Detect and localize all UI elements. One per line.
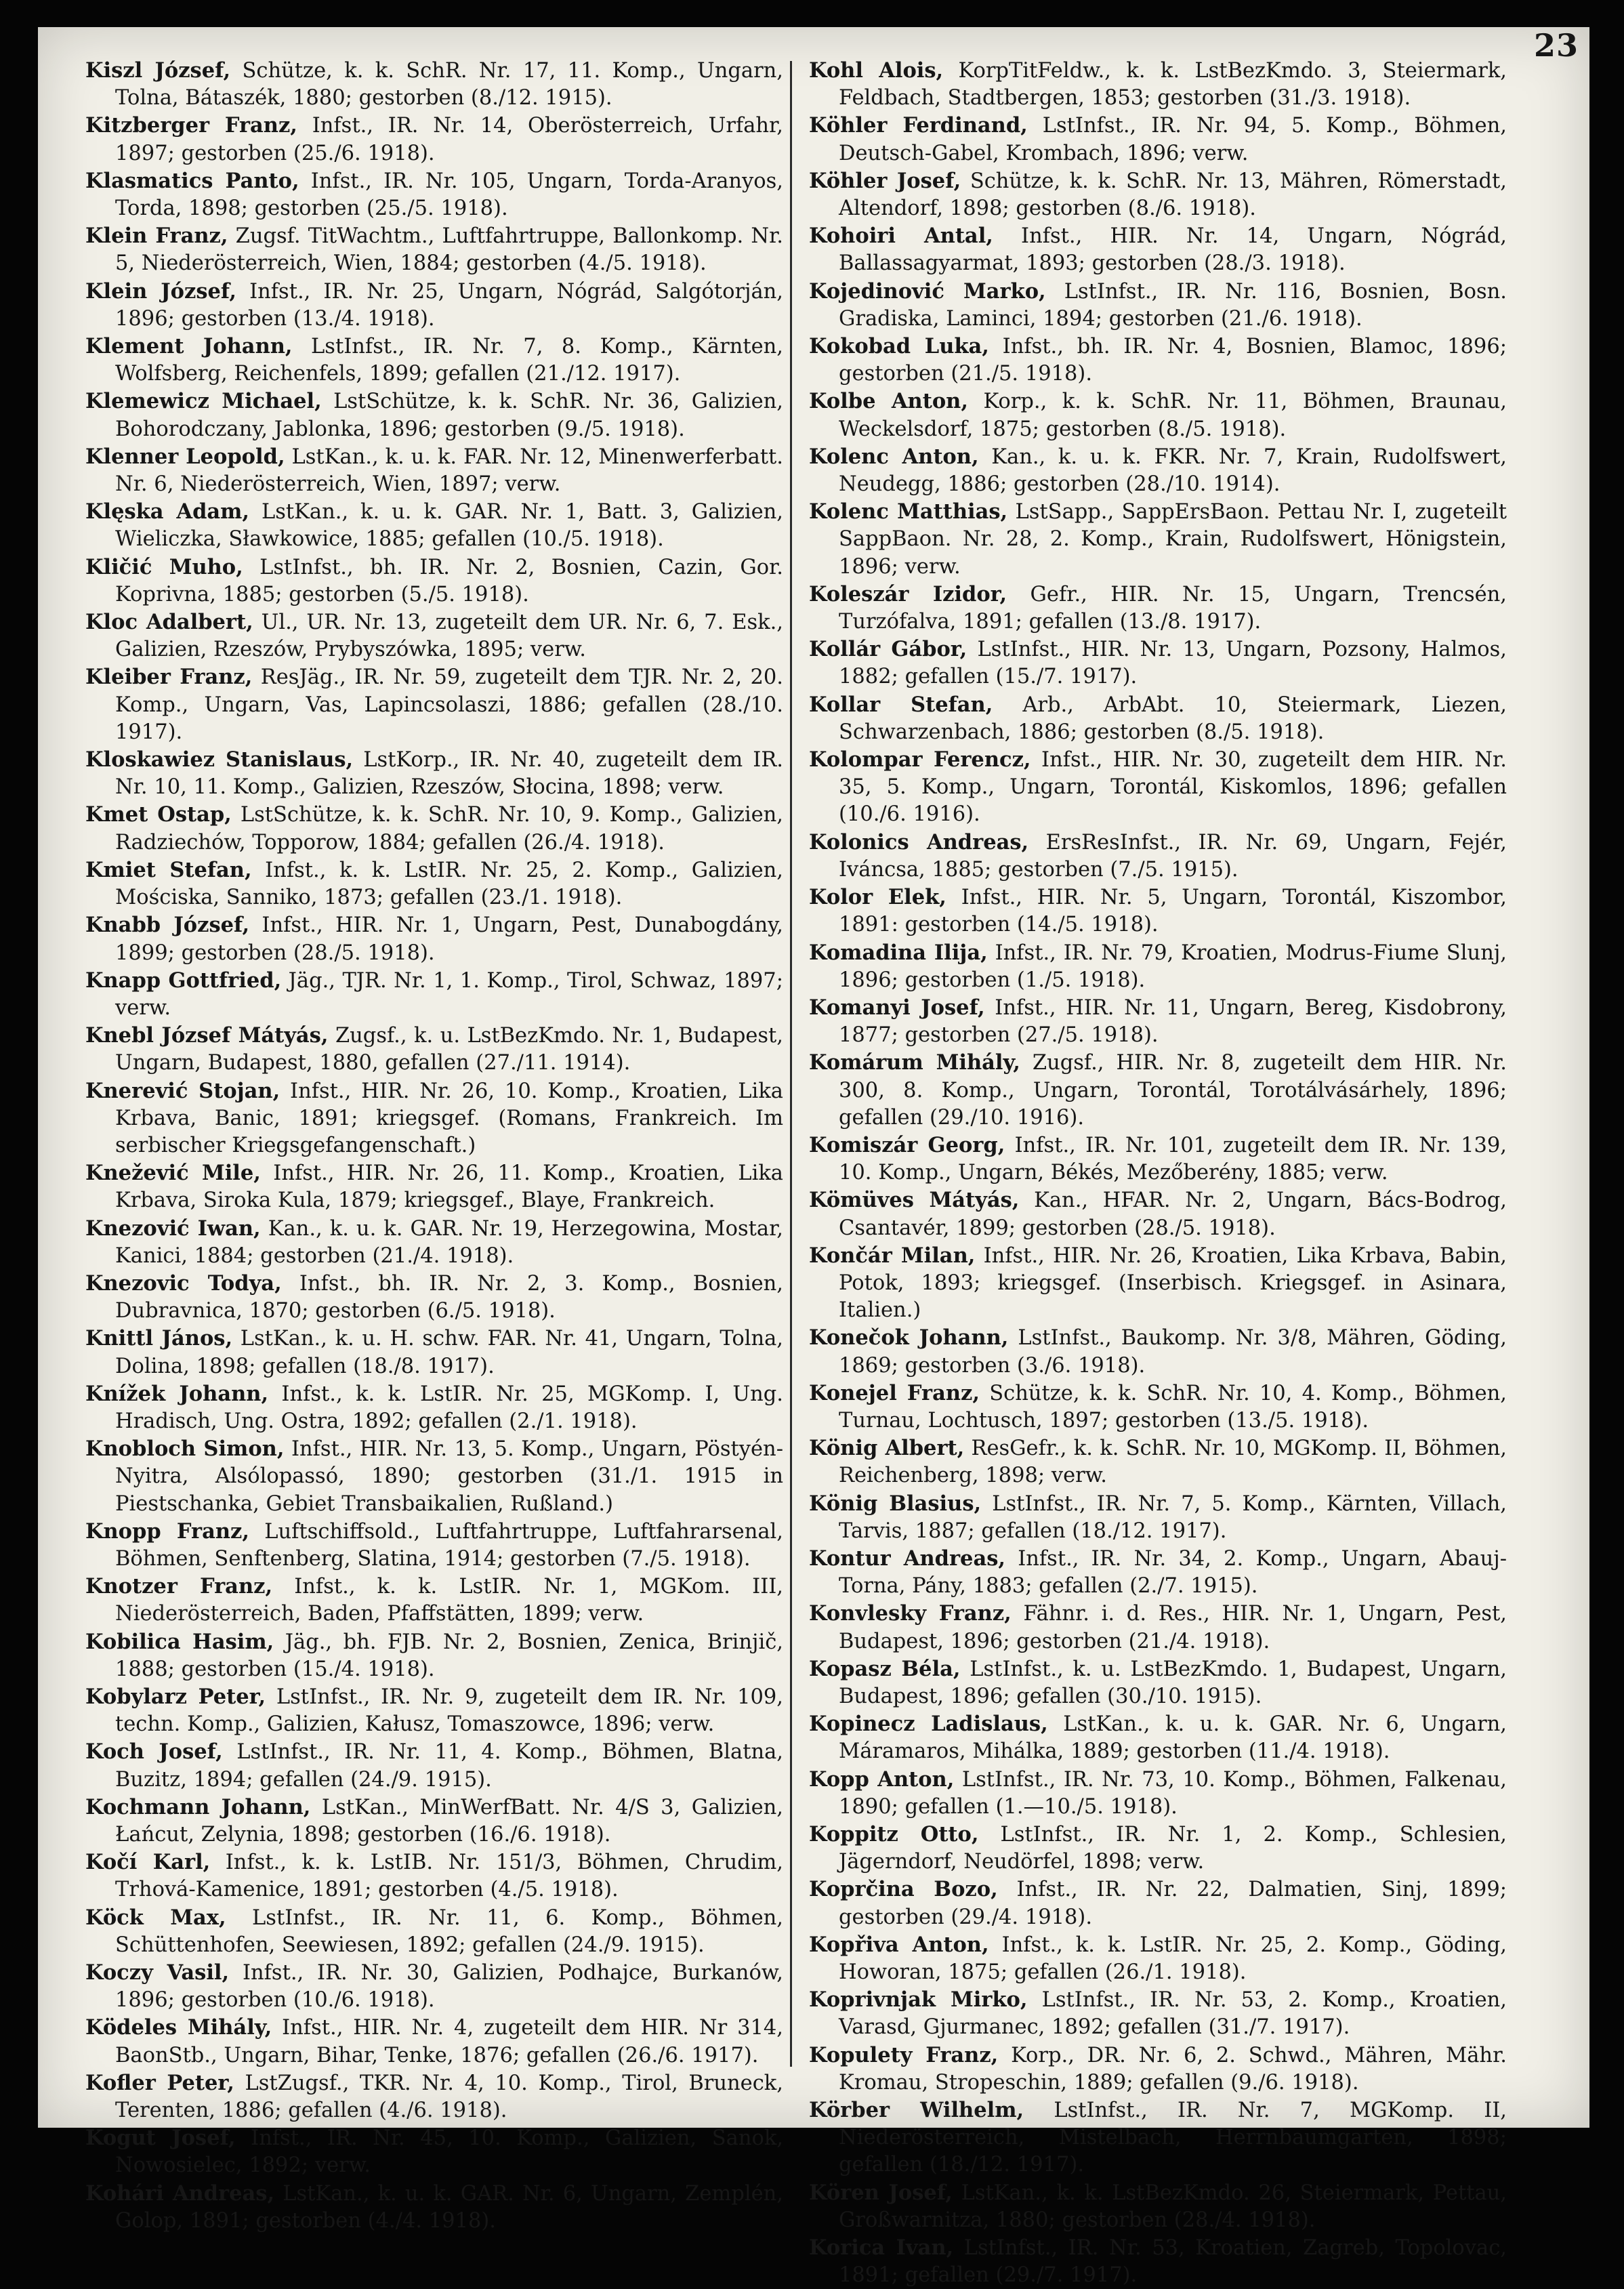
entry-details: LstInfst., HIR. Nr. 13, Ungarn, Pozsony, Halmos, 1882; gefallen (15./7. 1917). (839, 638, 1507, 689)
register-entry (85, 1077, 783, 1160)
entry-name: Knotzer Franz, (85, 1574, 273, 1599)
register-entry (809, 1710, 1507, 1765)
entry-name: Kohári Andreas, (85, 2181, 275, 2206)
register-entry (85, 1518, 783, 1573)
register-entry (809, 112, 1507, 167)
entry-details: ErsResInfst., IR. Nr. 69, Ungarn, Fejér, Iváncsa, 1885; gestorben (7./5. 1915). (839, 830, 1507, 882)
entry-details: LstKan., k. u. k. GAR. Nr. 6, Ungarn, Zemplén, Golop, 1891; gestorben (4./4. 1918). (115, 2181, 783, 2233)
register-entry (85, 1380, 783, 1435)
entry-name: Kohoiri Antal, (809, 224, 993, 249)
entry-name: Klasmatics Panto, (85, 168, 299, 193)
entry-details: Korp., DR. Nr. 6, 2. Schwd., Mähren, Mähr. Kromau, Stropeschin, 1889; gefallen (9./6. 1918). (839, 2043, 1507, 2095)
register-entry (809, 1380, 1507, 1435)
entry-name: Kopulety Franz, (809, 2042, 999, 2067)
entry-name: Komárum Mihály, (809, 1050, 1020, 1075)
entry-name: Kolonics Andreas, (809, 829, 1029, 854)
register-entry (85, 1959, 783, 2014)
entry-details: Luftschiffsold., Luftfahrtruppe, Luftfahrarsenal, Böhmen, Senftenberg, Slatina, 1914; gestorben (7./5. 1918). (115, 1519, 783, 1571)
entry-name: Kochmann Johann, (85, 1794, 311, 1819)
entry-name: König Blasius, (809, 1491, 982, 1516)
entry-name: Kobylarz Peter, (85, 1684, 266, 1709)
entry-name: Knobloch Simon, (85, 1437, 285, 1462)
entry-name: Körber Wilhelm, (809, 2098, 1024, 2123)
entry-details: Infst., HIR. Nr. 26, Kroatien, Lika Krbava, Babin, Potok, 1893; kriegsgef. (Inserbisch. Kriegsgef. in Asinara, Italien.) (839, 1243, 1507, 1323)
entry-details: LstInfst., IR. Nr. 11, 4. Komp., Böhmen, Blatna, Buzitz, 1894; gefallen (24./9. 1915). (115, 1740, 783, 1792)
register-entry (809, 1132, 1507, 1187)
entry-name: Komiszár Georg, (809, 1132, 1005, 1157)
entry-name: Klement Johann, (85, 334, 293, 359)
right-column (809, 57, 1507, 2289)
entry-details: LstInfst., IR. Nr. 53, Kroatien, Zagreb, Topolovac, 1891; gefallen (29./7. 1917). (839, 2236, 1507, 2288)
register-entry (85, 1022, 783, 1077)
entry-details: LstKan., k. k. LstBezKmdo. 26, Steiermark, Pettau, Großwarnitza, 1880; gestorben (28./4. 1918). (839, 2181, 1507, 2232)
entry-details: Kan., k. u. k. GAR. Nr. 19, Herzegowina, Mostar, Kanici, 1884; gestorben (21./4. 1918). (115, 1216, 783, 1268)
register-entry (85, 112, 783, 167)
entry-details: LstInfst., k. u. LstBezKmdo. 1, Budapest, Ungarn, Budapest, 1896; gefallen (30./10. 1915). (839, 1657, 1507, 1708)
register-entry (85, 663, 783, 746)
entry-details: Infst., k. k. LstIR. Nr. 25, 2. Komp., Galizien, Mościska, Sanniko, 1873; gefallen (23./1. 1918). (115, 858, 783, 910)
entry-details: LstInfst., bh. IR. Nr. 2, Bosnien, Cazin, Gor. Koprivna, 1885; gestorben (5./5. 1918). (115, 555, 783, 606)
register-entry (85, 1738, 783, 1793)
register-entry (85, 222, 783, 277)
entry-name: Komadina Ilija, (809, 940, 988, 965)
entry-details: ResJäg., IR. Nr. 59, zugeteilt dem TJR. Nr. 2, 20. Komp., Ungarn, Vas, Lapincsolaszi, 1886; gefallen (28./10. 1917). (115, 665, 783, 744)
entry-details: LstSchütze, k. k. SchR. Nr. 10, 9. Komp., Galizien, Radziechów, Topporow, 1884; gefallen (26./4. 1918). (115, 803, 783, 854)
entry-name: König Albert, (809, 1436, 965, 1461)
register-entry (85, 1325, 783, 1380)
register-entry (809, 1655, 1507, 1710)
entry-name: Kofler Peter, (85, 2070, 234, 2095)
register-entry (809, 1986, 1507, 2041)
entry-details: LstInfst., IR. Nr. 1, 2. Komp., Schlesien, Jägerndorf, Neudörfel, 1898; verw. (839, 1823, 1507, 1874)
register-entry (809, 1324, 1507, 1379)
entry-details: Infst., IR. Nr. 25, Ungarn, Nógrád, Salgótorján, 1896; gestorben (13./4. 1918). (115, 279, 784, 331)
entry-name: Koleszár Izidor, (809, 581, 1007, 606)
entry-name: Köck Max, (85, 1905, 226, 1930)
entry-name: Kloskawiez Stanislaus, (85, 747, 354, 772)
register-page (38, 27, 1589, 2288)
register-entry (809, 1821, 1507, 1876)
register-entry (809, 2042, 1507, 2097)
entry-details: LstInfst., IR. Nr. 116, Bosnien, Bosn. Gradiska, Laminci, 1894; gestorben (21./6. 1918). (839, 279, 1507, 331)
register-entry (809, 1600, 1507, 1655)
entry-name: Končár Milan, (809, 1243, 976, 1268)
entry-name: Kiszl József, (85, 58, 231, 83)
register-entry (809, 829, 1507, 884)
entry-name: Kmet Ostap, (85, 802, 232, 827)
register-entry (809, 498, 1507, 581)
entry-details: LstInfst., IR. Nr. 73, 10. Komp., Böhmen, Falkenau, 1890; gefallen (1.—10./5. 1918). (839, 1767, 1507, 1819)
register-entry (85, 554, 783, 609)
register-entry (809, 1931, 1507, 1986)
entry-details: LstInfst., IR. Nr. 7, 8. Komp., Kärnten, Wolfsberg, Reichenfels, 1899; gefallen (21./12. 1917). (115, 335, 783, 386)
register-entry (809, 1435, 1507, 1489)
entry-name: Klęska Adam, (85, 499, 250, 524)
register-entry (809, 994, 1507, 1049)
register-entry (85, 2069, 783, 2124)
entry-details: LstInfst., IR. Nr. 53, 2. Komp., Kroatien, Varasd, Gjurmanec, 1892; gefallen (31./7. 1917). (839, 1988, 1507, 2040)
entry-details: Infst., k. k. LstIB. Nr. 151/3, Böhmen, Chrudim, Trhová-Kamenice, 1891; gestorben (4./5. 1918). (115, 1851, 783, 1902)
register-entry (809, 1049, 1507, 1132)
register-entry (809, 939, 1507, 994)
entry-name: Köhler Josef, (809, 168, 961, 193)
register-entry (85, 1215, 783, 1270)
entry-details: LstInfst., Baukomp. Nr. 3/8, Mähren, Göding, 1869; gestorben (3./6. 1918). (839, 1326, 1507, 1378)
register-entry (85, 1270, 783, 1325)
entry-details: Infst., IR. Nr. 45, 10. Komp., Galizien, Sanok, Nowosielec, 1892; verw. (115, 2126, 783, 2178)
register-entry (85, 801, 783, 856)
register-entry (85, 498, 783, 553)
entry-details: Infst., HIR. Nr. 30, zugeteilt dem HIR. Nr. 35, 5. Komp., Ungarn, Torontál, Kiskomlos, 1896; gefallen (10./6. 1916). (839, 748, 1507, 827)
entry-name: Knezović Iwan, (85, 1216, 261, 1241)
entry-details: Kan., HFAR. Nr. 2, Ungarn, Bács-Bodrog, Csantavér, 1899; gestorben (28./5. 1918). (839, 1189, 1507, 1240)
entry-name: Ködeles Mihály, (85, 2015, 272, 2040)
register-entry (85, 2124, 783, 2179)
entry-details: Gefr., HIR. Nr. 15, Ungarn, Trencsén, Turzófalva, 1891; gefallen (13./8. 1917). (839, 582, 1507, 634)
entry-name: Koprčina Bozo, (809, 1877, 998, 1902)
entry-details: Infst., k. k. LstIR. Nr. 1, MGKom. III, Niederösterreich, Baden, Pfaffstätten, 1899; verw. (115, 1575, 783, 1626)
register-entry (809, 1766, 1507, 1821)
entry-details: Infst., HIR. Nr. 4, zugeteilt dem HIR. Nr 314, BaonStb., Ungarn, Bihar, Tenke, 1876; gefallen (26./6. 1917). (115, 2016, 783, 2067)
register-entry (809, 167, 1507, 222)
entry-details: LstKan., MinWerfBatt. Nr. 4/S 3, Galizien, Łańcut, Zelynia, 1898; gestorben (16./6. 1918). (115, 1795, 783, 1847)
entry-name: Kolbe Anton, (809, 389, 968, 414)
register-entry (85, 333, 783, 388)
register-entry (809, 1242, 1507, 1325)
entry-details: Kan., k. u. k. FKR. Nr. 7, Krain, Rudolfswert, Neudegg, 1886; gestorben (28./10. 1914). (839, 445, 1507, 497)
entry-details: Korp., k. k. SchR. Nr. 11, Böhmen, Braunau, Weckelsdorf, 1875; gestorben (8./5. 1918). (839, 390, 1507, 441)
entry-name: Kličić Muho, (85, 554, 243, 579)
register-entry (85, 443, 783, 498)
register-entry (809, 57, 1507, 112)
entry-details: Infst., IR. Nr. 79, Kroatien, Modrus-Fiume Slunj, 1896; gestorben (1./5. 1918). (839, 941, 1507, 992)
register-entry (85, 967, 783, 1022)
entry-details: Infst., IR. Nr. 34, 2. Komp., Ungarn, Abauj-Torna, Pány, 1883; gefallen (2./7. 1915). (839, 1546, 1507, 1599)
register-entry (85, 1573, 783, 1628)
entry-details: Infst., k. k. LstIR. Nr. 25, 2. Komp., Göding, Howoran, 1875; gefallen (26./1. 1918). (839, 1933, 1507, 1985)
register-entry (85, 1849, 783, 1903)
entry-name: Klein József, (85, 279, 236, 304)
register-entry (809, 388, 1507, 442)
entry-details: Infst., IR. Nr. 30, Galizien, Podhajce, Burkanów, 1896; gestorben (10./6. 1918). (115, 1961, 783, 2013)
entry-details: LstKorp., IR. Nr. 40, zugeteilt dem IR. Nr. 10, 11. Komp., Galizien, Rzeszów, Słocina, 1898; verw. (115, 748, 783, 800)
entry-name: Knapp Gottfried, (85, 968, 282, 993)
register-entry (809, 2097, 1507, 2179)
entry-details: LstKan., k. u. k. GAR. Nr. 6, Ungarn, Máramaros, Mihálka, 1889; gestorben (11./4. 1918). (839, 1712, 1507, 1764)
entry-name: Kitzberger Franz, (85, 113, 297, 138)
entry-name: Koppitz Otto, (809, 1822, 979, 1847)
entry-details: Jäg., TJR. Nr. 1, 1. Komp., Tirol, Schwaz, 1897; verw. (115, 968, 783, 1020)
register-entry (809, 581, 1507, 636)
entry-name: Konečok Johann, (809, 1325, 1009, 1350)
register-entry (809, 1490, 1507, 1545)
entry-name: Klenner Leopold, (85, 444, 285, 469)
entry-name: Kopp Anton, (809, 1767, 955, 1792)
entry-name: Koprivnjak Mirko, (809, 1987, 1028, 2013)
register-entry (85, 2180, 783, 2235)
entry-details: ResGefr., k. k. SchR. Nr. 10, MGKomp. II, Böhmen, Reichenberg, 1898; verw. (839, 1437, 1507, 1488)
entry-details: Infst., k. k. LstIR. Nr. 25, MGKomp. I, Ung. Hradisch, Ung. Ostra, 1892; gefallen (2./1. 1918). (115, 1382, 783, 1433)
entry-name: Korica Ivan, (809, 2235, 954, 2261)
register-entry (809, 1876, 1507, 1931)
entry-details: Infst., IR. Nr. 101, zugeteilt dem IR. Nr. 139, 10. Komp., Ungarn, Békés, Mezőberény, 1885; verw. (839, 1133, 1507, 1185)
entry-name: Koczy Vasil, (85, 1960, 230, 1985)
entry-name: Kobilica Hasim, (85, 1629, 274, 1654)
entry-details: LstInfst., IR. Nr. 7, 5. Komp., Kärnten, Villach, Tarvis, 1887; gefallen (18./12. 1917). (839, 1491, 1507, 1543)
entry-name: Kloc Adalbert, (85, 610, 253, 635)
entry-name: Konejel Franz, (809, 1380, 980, 1405)
entry-details: Infst., HIR. Nr. 26, 10. Komp., Kroatien, Lika Krbava, Banic, 1891; kriegsgef. (Romans, Frankreich. Im serbischer Kriegsgefangenschaft.) (115, 1079, 783, 1157)
register-entry (809, 1545, 1507, 1600)
entry-name: Kömüves Mátyás, (809, 1188, 1020, 1213)
entry-details: Fähnr. i. d. Res., HIR. Nr. 1, Ungarn, Pest, Budapest, 1896; gestorben (21./4. 1918). (839, 1602, 1507, 1653)
register-entry (809, 636, 1507, 690)
entry-name: Kollar Stefan, (809, 692, 993, 717)
entry-name: Kojedinović Marko, (809, 279, 1046, 304)
entry-name: Knebl József Mátyás, (85, 1023, 329, 1048)
entry-name: Kollár Gábor, (809, 637, 967, 662)
column-divider (790, 61, 792, 2067)
entry-name: Knopp Franz, (85, 1519, 249, 1544)
register-entry (85, 1794, 783, 1849)
register-entry (809, 278, 1507, 333)
register-entry (809, 222, 1507, 277)
entry-details: Schütze, k. k. SchR. Nr. 10, 4. Komp., Böhmen, Turnau, Lochtusch, 1897; gestorben (13./5. 1918). (839, 1381, 1507, 1432)
register-entry (85, 167, 783, 222)
entry-name: Kontur Andreas, (809, 1546, 1005, 1571)
entry-details: Jäg., bh. FJB. Nr. 2, Bosnien, Zenica, Brinjič, 1888; gestorben (15./4. 1918). (115, 1630, 783, 1681)
entry-details: Schütze, k. k. SchR. Nr. 13, Mähren, Römerstadt, Altendorf, 1898; gestorben (8./6. 1918). (839, 169, 1507, 221)
entry-name: Knittl János, (85, 1326, 233, 1351)
register-entry (809, 1187, 1507, 1241)
register-entry (809, 333, 1507, 388)
entry-name: Kopřiva Anton, (809, 1932, 989, 1957)
register-entry (85, 388, 783, 442)
entry-details: Zugsf., HIR. Nr. 8, zugeteilt dem HIR. Nr. 300, 8. Komp., Ungarn, Torontál, Torotálvásárhely, 1896; gefallen (29./10. 1916). (839, 1051, 1507, 1130)
entry-name: Kopasz Béla, (809, 1656, 961, 1681)
entry-name: Kokobad Luka, (809, 334, 989, 359)
entry-name: Kopinecz Ladislaus, (809, 1712, 1048, 1737)
page-number: 23 (1533, 27, 1579, 64)
register-entry (85, 278, 783, 333)
entry-name: Kolenc Anton, (809, 444, 979, 469)
entry-details: LstInfst., IR. Nr. 11, 6. Komp., Böhmen, Schüttenhofen, Seewiesen, 1892; gefallen (24./9. 1915). (115, 1905, 783, 1957)
entry-details: Infst., HIR. Nr. 11, Ungarn, Bereg, Kisdobrony, 1877; gestorben (27./5. 1918). (839, 995, 1507, 1048)
entry-details: Infst., HIR. Nr. 26, 11. Komp., Kroatien, Lika Krbava, Siroka Kula, 1879; kriegsgef., Blaye, Frankreich. (115, 1161, 783, 1213)
register-entry (85, 609, 783, 663)
entry-details: Infst., IR. Nr. 22, Dalmatien, Sinj, 1899; gestorben (29./4. 1918). (839, 1878, 1507, 1929)
entry-name: Köhler Ferdinand, (809, 113, 1028, 138)
entry-name: Kören Josef, (809, 2180, 953, 2205)
entry-details: Infst., bh. IR. Nr. 4, Bosnien, Blamoc, 1896; gestorben (21./5. 1918). (839, 335, 1507, 386)
entry-name: Kočí Karl, (85, 1850, 211, 1875)
entry-details: KorpTitFeldw., k. k. LstBezKmdo. 3, Steiermark, Feldbach, Stadtbergen, 1853; gestorben (31./3. 1918). (839, 59, 1507, 110)
register-entry (85, 911, 783, 966)
entry-name: Knabb József, (85, 913, 250, 938)
entry-name: Kolenc Matthias, (809, 499, 1008, 524)
entry-details: Infst., HIR. Nr. 5, Ungarn, Torontál, Kiszombor, 1891: gestorben (14./5. 1918). (839, 886, 1507, 937)
entry-details: Zugsf. TitWachtm., Luftfahrtruppe, Ballonkomp. Nr. 5, Niederösterreich, Wien, 1884; gestorben (4./5. 1918). (115, 224, 783, 276)
register-entry (809, 443, 1507, 498)
register-entry (85, 746, 783, 801)
entry-details: Schütze, k. k. SchR. Nr. 17, 11. Komp., Ungarn, Tolna, Bátaszék, 1880; gestorben (8./12. 1915). (115, 59, 783, 110)
entry-details: Infst., HIR. Nr. 14, Ungarn, Nógrád, Ballassagyarmat, 1893; gestorben (28./3. 1918). (839, 224, 1507, 276)
register-entry (85, 1628, 783, 1683)
entry-details: Infst., IR. Nr. 14, Oberösterreich, Urfahr, 1897; gestorben (25./6. 1918). (115, 114, 783, 165)
left-column (85, 57, 783, 2235)
entry-details: LstKan., k. u. H. schw. FAR. Nr. 41, Ungarn, Tolna, Dolina, 1898; gefallen (18./8. 1917). (115, 1327, 783, 1378)
register-entry (85, 857, 783, 911)
entry-name: Knerević Stojan, (85, 1078, 280, 1103)
entry-details: Zugsf., k. u. LstBezKmdo. Nr. 1, Budapest, Ungarn, Budapest, 1880, gefallen (27./11. 1914). (115, 1024, 783, 1075)
register-entry (85, 1159, 783, 1214)
entry-details: LstZugsf., TKR. Nr. 4, 10. Komp., Tirol, Bruneck, Terenten, 1886; gefallen (4./6. 1918). (115, 2071, 783, 2123)
entry-name: Klein Franz, (85, 224, 228, 249)
entry-details: LstInfst., IR. Nr. 94, 5. Komp., Böhmen, Deutsch-Gabel, Krombach, 1896; verw. (839, 114, 1507, 165)
entry-name: Kleiber Franz, (85, 665, 253, 690)
entry-details: Arb., ArbAbt. 10, Steiermark, Liezen, Schwarzenbach, 1886; gestorben (8./5. 1918). (839, 693, 1507, 744)
register-entry (85, 1683, 783, 1738)
entry-name: Konvlesky Franz, (809, 1601, 1012, 1626)
register-entry (809, 691, 1507, 746)
entry-details: Infst., HIR. Nr. 13, 5. Komp., Ungarn, Pöstyén-Nyitra, Alsólopassó, 1890; gestorben (31./1. 1915 in Piestschanka, Gebiet Transbaikalien, Rußland.) (115, 1437, 783, 1516)
entry-name: Klemewicz Michael, (85, 389, 322, 414)
entry-name: Koch Josef, (85, 1739, 223, 1765)
entry-details: LstSapp., SappErsBaon. Pettau Nr. I, zugeteilt SappBaon. Nr. 28, 2. Komp., Krain, Rudolfswert, Hönigstein, 1896; verw. (839, 500, 1507, 579)
entry-details: LstInfst., IR. Nr. 9, zugeteilt dem IR. Nr. 109, techn. Komp., Galizien, Kałusz, Tomaszowce, 1896; verw. (115, 1685, 783, 1737)
register-entry (809, 2234, 1507, 2289)
entry-name: Kmiet Stefan, (85, 857, 252, 882)
entry-name: Komanyi Josef, (809, 995, 985, 1020)
entry-name: Kohl Alois, (809, 58, 944, 83)
register-entry (85, 1904, 783, 1959)
entry-name: Kolor Elek, (809, 885, 946, 910)
entry-details: Infst., HIR. Nr. 1, Ungarn, Pest, Dunabogdány, 1899; gestorben (28./5. 1918). (115, 913, 783, 965)
register-entry (809, 2179, 1507, 2234)
entry-name: Knezovic Todya, (85, 1271, 282, 1296)
entry-details: LstSchütze, k. k. SchR. Nr. 36, Galizien, Bohorodczany, Jablonka, 1896; gestorben (9./5. 1918). (115, 390, 784, 441)
entry-name: Knížek Johann, (85, 1381, 269, 1406)
register-entry (809, 884, 1507, 939)
register-entry (809, 746, 1507, 829)
entry-details: LstKan., k. u. k. GAR. Nr. 1, Batt. 3, Galizien, Wieliczka, Sławkowice, 1885; gefallen (10./5. 1918). (115, 500, 783, 552)
entry-details: LstInfst., IR. Nr. 7, MGKomp. II, Niederösterreich, Mistelbach, Herrnbaumgarten, 1898; gefallen (18./12. 1917). (839, 2099, 1507, 2177)
entry-details: Ul., UR. Nr. 13, zugeteilt dem UR. Nr. 6, 7. Esk., Galizien, Rzeszów, Prybyszówka, 1895; verw. (115, 611, 783, 662)
entry-details: Infst., IR. Nr. 105, Ungarn, Torda-Aranyos, Torda, 1898; gestorben (25./5. 1918). (115, 169, 784, 221)
entry-name: Kolompar Ferencz, (809, 747, 1031, 772)
register-entry (85, 1435, 783, 1518)
register-entry (85, 2014, 783, 2069)
entry-details: Infst., bh. IR. Nr. 2, 3. Komp., Bosnien, Dubravnica, 1870; gestorben (6./5. 1918). (115, 1271, 783, 1323)
register-entry (85, 57, 783, 112)
entry-name: Knežević Mile, (85, 1161, 261, 1186)
entry-details: LstKan., k. u. k. FAR. Nr. 12, Minenwerferbatt. Nr. 6, Niederösterreich, Wien, 1897; verw. (115, 445, 783, 497)
entry-name: Kogut Josef, (85, 2126, 236, 2151)
